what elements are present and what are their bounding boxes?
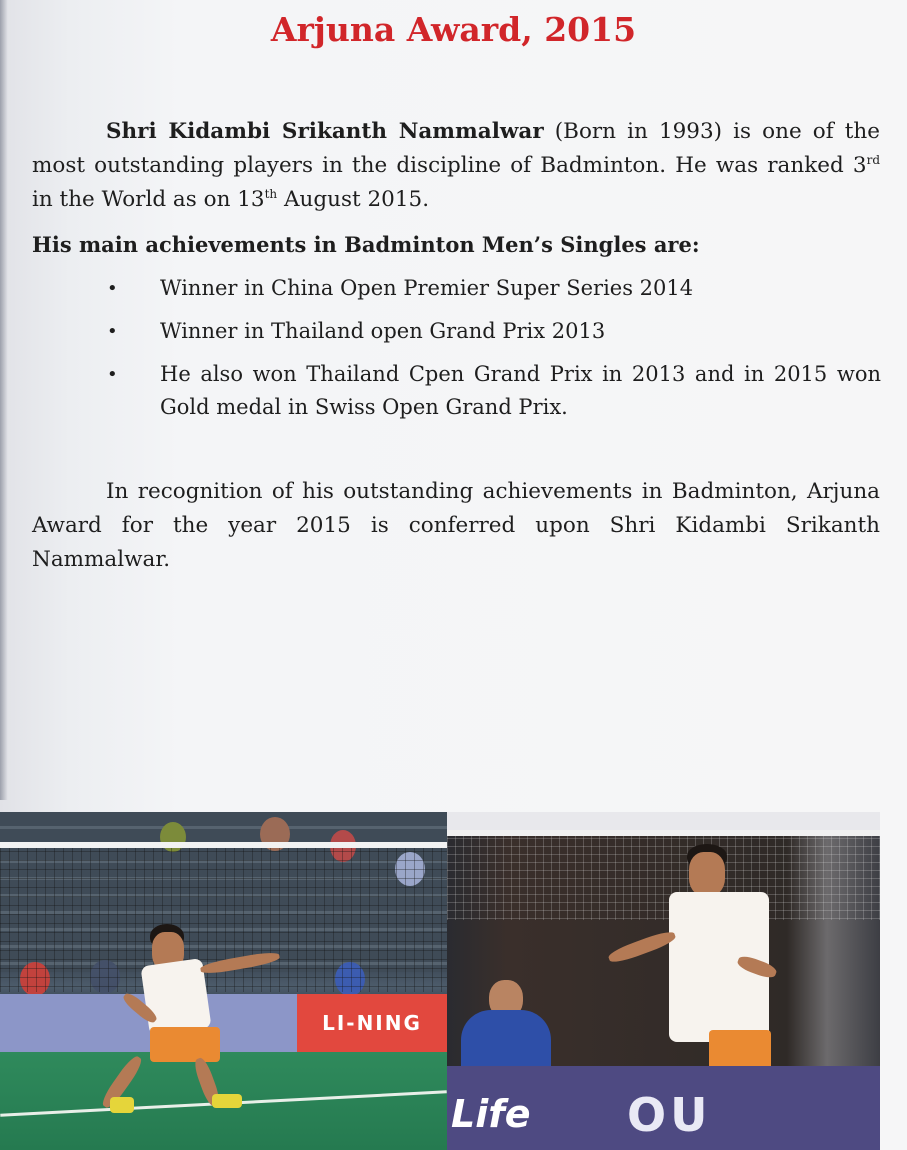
line-judge — [461, 1010, 551, 1070]
date-suffix: th — [264, 186, 278, 201]
sponsor-text: Life — [451, 1092, 531, 1136]
achievements-heading: His main achievements in Badminton Men’s Singles are: — [32, 232, 700, 257]
intro-text-1: (Born in 1993) is one of the most outstanding players in the discipline of Badminton. He was ranked 3 — [32, 119, 880, 178]
awardee-name: Shri Kidambi Srikanth Nammalwar — [106, 119, 544, 144]
rank-suffix: rd — [866, 152, 880, 167]
list-item — [105, 315, 881, 348]
achievement-text: Winner in Thailand open Grand Prix 2013 — [160, 319, 606, 343]
achievement-text: Winner in China Open Premier Super Series 2014 — [160, 276, 694, 300]
bullet-icon: • — [107, 364, 118, 385]
photo-collage — [0, 812, 880, 1150]
intro-text-2: in the World as on 13 — [32, 187, 265, 212]
bullet-icon: • — [107, 321, 118, 342]
net-tape — [447, 830, 880, 836]
photo-ready-stance — [447, 830, 880, 1150]
list-item — [105, 358, 881, 424]
list-item — [105, 272, 881, 305]
net-tape — [0, 842, 447, 848]
book-gutter-shadow — [0, 0, 8, 800]
achievement-text: He also won Thailand Cpen Grand Prix in 2013 and in 2015 won Gold medal in Swiss Open Grand Prix. — [160, 362, 881, 419]
badminton-net — [447, 830, 880, 920]
photo-lunge-shot — [0, 812, 447, 1150]
sponsor-board — [447, 1066, 880, 1150]
sponsor-board-red: LI-NING — [297, 994, 447, 1052]
sponsor-text: OU — [627, 1088, 712, 1142]
conclusion-paragraph: In recognition of his outstanding achievements in Badminton, Arjuna Award for the year 2015 is conferred upon Shri Kidambi Srikanth Nammalwar. — [32, 479, 880, 572]
achievements-list — [105, 272, 881, 434]
intro-paragraph — [32, 115, 880, 217]
intro-text-3: August 2015. — [277, 187, 430, 212]
bullet-icon: • — [107, 278, 118, 299]
page-title: Arjuna Award, 2015 — [270, 10, 637, 49]
